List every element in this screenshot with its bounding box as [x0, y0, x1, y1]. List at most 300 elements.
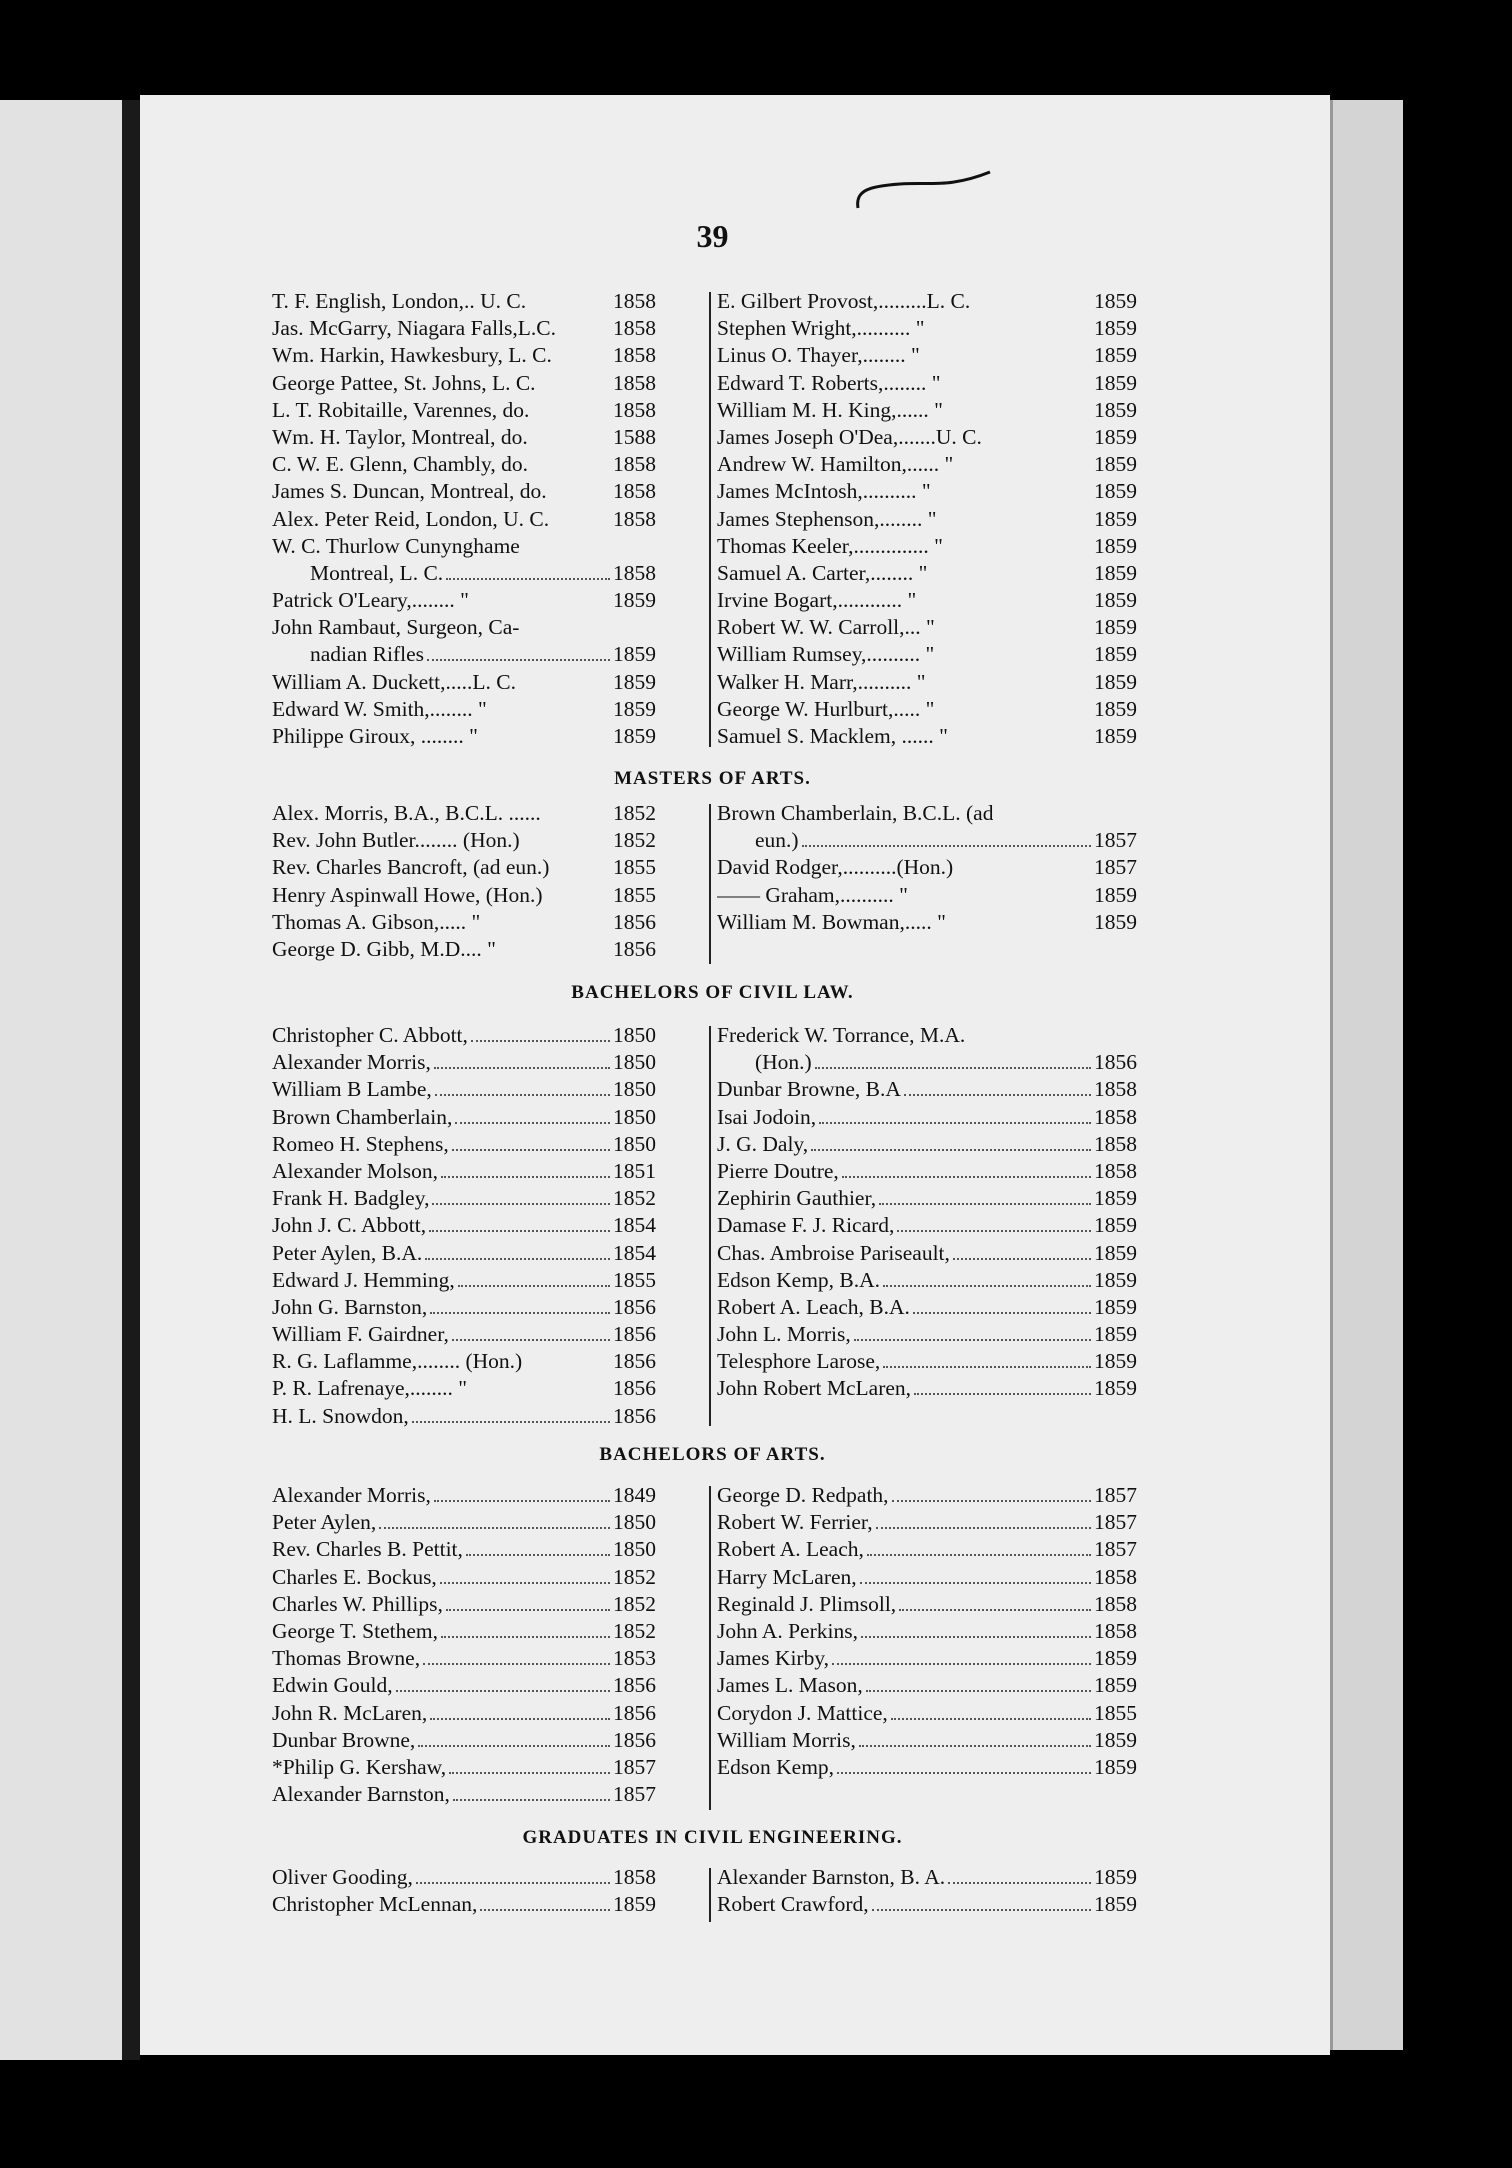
entry-name: Samuel A. Carter,........ ": [717, 560, 928, 585]
entry-year: 1859: [1094, 370, 1137, 395]
page-edge: [1330, 100, 1403, 2050]
entry-row: [717, 315, 1137, 342]
entry-year: 1859: [1094, 479, 1137, 504]
dot-leader: [532, 415, 610, 417]
entry-name: Brown Chamberlain,: [272, 1104, 453, 1129]
entry-row: [717, 288, 1137, 315]
dot-leader: [911, 900, 1091, 902]
dot-leader: [956, 872, 1091, 874]
entry-year: 1859: [1094, 588, 1137, 613]
ce-left-column: [272, 1864, 656, 1918]
entry-year: 1859: [1094, 397, 1137, 422]
dot-leader: [929, 687, 1091, 689]
entry-name: William Morris,: [717, 1727, 856, 1752]
entry-year: 1859: [1094, 909, 1137, 934]
entry-row: [272, 1104, 656, 1131]
entry-name: Harry McLaren,: [717, 1564, 857, 1589]
entry-year: 1859: [613, 588, 656, 613]
entry-name: James S. Duncan, Montreal, do.: [272, 479, 547, 504]
entry-row: [717, 1212, 1137, 1239]
dot-leader: [412, 1421, 610, 1423]
entry-row: [717, 1482, 1137, 1509]
entry-year: 1858: [613, 316, 656, 341]
ba-right-column: [717, 1482, 1137, 1781]
entry-year: 1849: [613, 1483, 656, 1507]
entry-name: Patrick O'Leary,........ ": [272, 588, 469, 613]
dot-leader: [930, 578, 1091, 580]
entry-name: William Rumsey,.......... ": [717, 642, 935, 667]
section-heading-ce: GRADUATES IN CIVIL ENGINEERING.: [522, 1827, 903, 1848]
dot-leader: [429, 1230, 610, 1232]
dot-leader: [919, 605, 1091, 607]
entry-name: John L. Morris,: [717, 1322, 851, 1347]
entry-row: [272, 1754, 656, 1781]
dot-leader: [867, 1554, 1091, 1556]
entry-name: Edward T. Roberts,........ ": [717, 370, 941, 395]
dot-leader: [859, 1745, 1091, 1747]
masters-right-column: [717, 800, 1137, 936]
dot-leader: [427, 659, 610, 661]
dot-leader: [552, 524, 610, 526]
dot-leader: [441, 1176, 610, 1178]
dot-leader: [452, 1339, 610, 1341]
dot-leader: [811, 1149, 1091, 1151]
entry-year: 1858: [1094, 1131, 1137, 1156]
entry-row: [717, 1591, 1137, 1618]
entry-year: 1859: [613, 1892, 656, 1917]
entry-year: 1859: [613, 724, 656, 748]
entry-name: Edson Kemp,: [717, 1754, 835, 1779]
entry-row: [272, 936, 656, 963]
dot-leader: [472, 605, 610, 607]
entry-row: [272, 696, 656, 723]
entry-row: [717, 723, 1137, 750]
entry-year: 1859: [1094, 452, 1137, 477]
dot-leader: [899, 1609, 1091, 1611]
entry-row: [272, 315, 656, 342]
dot-leader: [866, 1690, 1091, 1692]
dot-leader: [531, 442, 610, 444]
entry-name: L. T. Robitaille, Varennes, do.: [272, 397, 530, 422]
entry-name: William A. Duckett,.....L. C.: [272, 669, 516, 694]
entry-year: 1859: [1094, 1865, 1137, 1889]
entry-year: 1859: [1094, 506, 1137, 531]
entry-name: Robert A. Leach, B.A.: [717, 1294, 910, 1319]
entry-name: C. W. E. Glenn, Chambly, do.: [272, 452, 529, 477]
dot-leader: [842, 1176, 1091, 1178]
entry-name: eun.): [755, 828, 799, 853]
dot-leader: [956, 469, 1091, 471]
dot-leader: [425, 1258, 610, 1260]
dot-leader: [396, 1690, 610, 1692]
entry-row: [717, 1267, 1137, 1294]
dot-leader: [519, 687, 610, 689]
entry-row: [272, 370, 656, 397]
entry-row: [717, 1076, 1137, 1103]
entry-row: [717, 1294, 1137, 1321]
entry-year: 1850: [613, 1510, 656, 1535]
entry-name: Rev. Charles B. Pettit,: [272, 1537, 463, 1562]
entry-name: Dunbar Browne, B.A: [717, 1077, 901, 1102]
entry-name: Robert Crawford,: [717, 1892, 869, 1917]
entry-row: [717, 1509, 1137, 1536]
entry-name: Rev. John Butler........ (Hon.): [272, 828, 520, 853]
entry-row: [717, 1375, 1137, 1402]
entry-row: [717, 1131, 1137, 1158]
entry-name: Edson Kemp, B.A.: [717, 1267, 881, 1292]
entry-name: Philippe Giroux, ........ ": [272, 724, 478, 748]
entry-year: 1859: [1094, 1727, 1137, 1752]
entry-year: 1588: [613, 424, 656, 449]
dot-leader: [883, 1366, 1091, 1368]
entry-name: John Robert McLaren,: [717, 1376, 912, 1401]
entry-row: [717, 397, 1137, 424]
entry-row: [717, 696, 1137, 723]
dot-leader: [546, 900, 611, 902]
entry-year: 1856: [613, 1673, 656, 1698]
entry-row: [272, 506, 656, 533]
entry-row: [717, 1672, 1137, 1699]
dot-leader: [861, 1636, 1091, 1638]
dot-leader: [953, 1258, 1091, 1260]
entry-year: 1852: [613, 1564, 656, 1589]
dot-leader: [481, 741, 610, 743]
entry-year: 1854: [613, 1213, 656, 1238]
section-heading-ba: BACHELORS OF ARTS.: [599, 1444, 826, 1465]
entry-row: [717, 533, 1137, 560]
dot-leader: [483, 927, 610, 929]
entry-year: 1857: [1094, 1483, 1137, 1507]
dot-leader: [470, 1393, 610, 1395]
column-divider: [709, 804, 711, 964]
dot-leader: [879, 1203, 1091, 1205]
entry-name: T. F. English, London,.. U. C.: [272, 289, 527, 313]
entry-row: [717, 1564, 1137, 1591]
entry-name: James Joseph O'Dea,.......U. C.: [717, 424, 982, 449]
entry-year: 1858: [1094, 1618, 1137, 1643]
entry-row: [272, 1348, 656, 1375]
entry-year: 1852: [613, 801, 656, 825]
dot-leader: [937, 659, 1091, 661]
entry-year: 1859: [1094, 1240, 1137, 1265]
entry-row: [272, 669, 656, 696]
dot-leader: [923, 360, 1091, 362]
entry-year: 1853: [613, 1646, 656, 1671]
entry-name: Andrew W. Hamilton,...... ": [717, 452, 954, 477]
entry-name: Robert W. W. Carroll,... ": [717, 615, 935, 640]
entry-year: 1852: [613, 1618, 656, 1643]
entry-row: [717, 370, 1137, 397]
entry-year: 1852: [613, 828, 656, 853]
dot-leader: [434, 1067, 610, 1069]
entry-name: Charles W. Phillips,: [272, 1591, 443, 1616]
dot-leader: [379, 1527, 610, 1529]
dot-leader: [985, 442, 1091, 444]
entry-year: 1850: [613, 1104, 656, 1129]
entry-year: 1858: [613, 506, 656, 531]
entry-year: 1856: [613, 1700, 656, 1725]
top-left-column: [272, 288, 656, 750]
dot-leader: [490, 714, 610, 716]
dot-leader: [892, 1500, 1091, 1502]
entry-row: [272, 478, 656, 505]
dot-leader: [914, 1393, 1091, 1395]
entry-row: [272, 424, 656, 451]
entry-name: Stephen Wright,.......... ": [717, 316, 925, 341]
masters-left-column: [272, 800, 656, 963]
entry-row: [272, 397, 656, 424]
entry-name: John A. Perkins,: [717, 1618, 858, 1643]
entry-name: Edward J. Hemming,: [272, 1267, 455, 1292]
entry-name: Chas. Ambroise Pariseault,: [717, 1240, 950, 1265]
entry-year: 1858: [1094, 1564, 1137, 1589]
entry-row: [272, 1158, 656, 1185]
entry-row: [272, 1403, 656, 1430]
entry-year: 1850: [613, 1131, 656, 1156]
entry-row: [272, 1618, 656, 1645]
dot-leader: [453, 1799, 610, 1801]
dot-leader: [522, 632, 653, 634]
entry-name: Alex. Morris, B.A., B.C.L. ......: [272, 801, 541, 825]
dot-leader: [819, 1122, 1091, 1124]
entry-row: [717, 1240, 1137, 1267]
entry-row: [272, 1022, 656, 1049]
entry-year: 1850: [613, 1537, 656, 1562]
entry-row: [272, 800, 656, 827]
entry-year: 1858: [1094, 1104, 1137, 1129]
entry-year: 1859: [613, 696, 656, 721]
dot-leader: [416, 1882, 610, 1884]
dot-leader: [860, 1582, 1091, 1584]
entry-name: George W. Hurlburt,..... ": [717, 696, 935, 721]
entry-name: James L. Mason,: [717, 1673, 863, 1698]
entry-row: [272, 451, 656, 478]
entry-year: 1859: [1094, 1376, 1137, 1401]
entry-year: 1858: [1094, 1077, 1137, 1102]
entry-year: 1859: [1094, 1754, 1137, 1779]
entry-year: 1859: [1094, 882, 1137, 907]
entry-year: 1858: [613, 289, 656, 313]
entry-year: 1858: [613, 397, 656, 422]
entry-year: 1859: [1094, 1294, 1137, 1319]
entry-year: 1858: [613, 452, 656, 477]
dot-leader: [418, 1745, 610, 1747]
entry-row: [717, 587, 1137, 614]
entry-name: P. R. Lafrenaye,........ ": [272, 1376, 468, 1401]
dot-leader: [837, 1772, 1091, 1774]
dot-leader: [944, 388, 1091, 390]
dot-leader: [531, 469, 610, 471]
entry-year: 1859: [1094, 343, 1137, 368]
entry-row: [272, 342, 656, 369]
entry-year: 1852: [613, 1591, 656, 1616]
entry-year: 1856: [613, 1322, 656, 1347]
dot-leader: [430, 1718, 610, 1720]
entry-year: 1856: [613, 1727, 656, 1752]
entry-year: 1859: [1094, 615, 1137, 640]
entry-name: James Stephenson,........ ": [717, 506, 937, 531]
entry-row: [272, 909, 656, 936]
dot-leader: [946, 415, 1091, 417]
entry-name: W. C. Thurlow Cunynghame: [272, 533, 520, 558]
entry-row: [717, 882, 1137, 909]
dot-leader: [480, 1909, 610, 1911]
entry-name: Rev. Charles Bancroft, (ad eun.): [272, 855, 550, 880]
top-right-column: [717, 288, 1137, 750]
entry-year: 1857: [1094, 828, 1137, 853]
entry-row: [272, 1131, 656, 1158]
entry-name: Alexander Barnston, B. A.: [717, 1865, 946, 1889]
entry-year: 1859: [1094, 669, 1137, 694]
dot-leader: [872, 1909, 1091, 1911]
entry-row: [717, 1645, 1137, 1672]
dot-leader: [455, 1122, 610, 1124]
entry-name: John Rambaut, Surgeon, Ca-: [272, 615, 520, 640]
entry-name: Brown Chamberlain, B.C.L. (ad: [717, 801, 994, 825]
entry-row: [272, 1267, 656, 1294]
entry-row: [272, 1700, 656, 1727]
dot-leader: [948, 1882, 1091, 1884]
dot-leader: [555, 360, 610, 362]
entry-row: [717, 1321, 1137, 1348]
entry-row: [272, 533, 656, 560]
entry-row: [717, 1104, 1137, 1131]
entry-row: [717, 1158, 1137, 1185]
entry-row: [272, 1781, 656, 1808]
dot-leader: [435, 1094, 610, 1096]
entry-year: 1858: [1094, 1158, 1137, 1183]
entry-year: 1856: [613, 1294, 656, 1319]
entry-row: [272, 1294, 656, 1321]
entry-year: 1857: [1094, 1510, 1137, 1535]
entry-name: William M. Bowman,..... ": [717, 909, 946, 934]
dot-leader: [934, 496, 1091, 498]
entry-year: 1857: [613, 1782, 656, 1807]
entry-row: [272, 1536, 656, 1563]
dot-leader: [937, 714, 1091, 716]
entry-row: [717, 1348, 1137, 1375]
entry-row: [272, 560, 656, 587]
dot-leader: [552, 872, 610, 874]
entry-year: 1856: [613, 936, 656, 961]
entry-name: Edwin Gould,: [272, 1673, 393, 1698]
dot-leader: [996, 818, 1134, 820]
entry-year: 1858: [1094, 1591, 1137, 1616]
entry-name: Christopher C. Abbott,: [272, 1023, 468, 1047]
dot-leader: [938, 632, 1091, 634]
entry-row: [272, 1375, 656, 1402]
entry-name: (Hon.): [755, 1050, 812, 1075]
entry-row: [272, 1509, 656, 1536]
entry-year: 1855: [613, 1267, 656, 1292]
entry-row: [717, 560, 1137, 587]
entry-row: [272, 614, 656, 641]
entry-year: 1858: [613, 370, 656, 395]
dot-leader: [559, 333, 610, 335]
entry-year: 1859: [1094, 1322, 1137, 1347]
entry-name: Irvine Bogart,............ ": [717, 588, 917, 613]
entry-row: [272, 641, 656, 668]
entry-name: Peter Aylen, B.A.: [272, 1240, 423, 1265]
entry-row: [717, 1049, 1137, 1076]
dot-leader: [446, 1609, 610, 1611]
dot-leader: [550, 496, 610, 498]
dot-leader: [928, 333, 1091, 335]
entry-row: [272, 854, 656, 881]
entry-name: Isai Jodoin,: [717, 1104, 817, 1129]
entry-name: Charles E. Bockus,: [272, 1564, 437, 1589]
page-number: 39: [696, 218, 729, 254]
dot-leader: [815, 1067, 1091, 1069]
dot-leader: [904, 1094, 1091, 1096]
dot-leader: [802, 845, 1091, 847]
entry-year: 1856: [613, 1403, 656, 1428]
entry-year: 1859: [1094, 696, 1137, 721]
entry-row: [272, 1482, 656, 1509]
entry-year: 1859: [613, 669, 656, 694]
entry-name: John G. Barnston,: [272, 1294, 428, 1319]
bcl-left-column: [272, 1022, 656, 1430]
dot-leader: [458, 1285, 610, 1287]
entry-year: 1858: [613, 479, 656, 504]
entry-year: 1855: [613, 855, 656, 880]
entry-name: Peter Aylen,: [272, 1510, 377, 1535]
entry-year: 1850: [613, 1050, 656, 1075]
entry-name: Thomas Keeler,.............. ": [717, 533, 943, 558]
section-heading-masters: MASTERS OF ARTS.: [614, 768, 811, 789]
dot-leader: [523, 551, 653, 553]
entry-name: —— Graham,.......... ": [717, 882, 908, 907]
column-divider: [709, 292, 711, 747]
entry-year: 1852: [613, 1186, 656, 1211]
entry-row: [272, 882, 656, 909]
dot-leader: [466, 1554, 610, 1556]
entry-name: Alex. Peter Reid, London, U. C.: [272, 506, 550, 531]
entry-name: E. Gilbert Provost,.........L. C.: [717, 289, 971, 313]
column-divider: [709, 1486, 711, 1810]
entry-year: 1859: [613, 642, 656, 667]
entry-name: Romeo H. Stephens,: [272, 1131, 449, 1156]
entry-year: 1851: [613, 1158, 656, 1183]
entry-name: David Rodger,..........(Hon.): [717, 855, 954, 880]
entry-row: [272, 1212, 656, 1239]
entry-year: 1856: [1094, 1050, 1137, 1075]
dot-leader: [951, 741, 1091, 743]
entry-row: [717, 854, 1137, 881]
entry-year: 1857: [1094, 1537, 1137, 1562]
entry-row: [272, 1591, 656, 1618]
entry-row: [272, 1891, 656, 1918]
entry-row: [272, 723, 656, 750]
entry-row: [272, 1727, 656, 1754]
dot-leader: [525, 1366, 610, 1368]
dot-leader: [913, 1312, 1091, 1314]
entry-row: [717, 451, 1137, 478]
section-heading-bcl: BACHELORS OF CIVIL LAW.: [571, 982, 854, 1003]
dot-leader: [423, 1663, 610, 1665]
dot-leader: [949, 927, 1091, 929]
book-binding: [122, 100, 140, 2060]
entry-row: [717, 641, 1137, 668]
entry-year: 1850: [613, 1023, 656, 1047]
entry-year: 1859: [1094, 1673, 1137, 1698]
column-divider: [709, 1868, 711, 1922]
entry-name: R. G. Laflamme,........ (Hon.): [272, 1349, 523, 1374]
entry-name: Reginald J. Plimsoll,: [717, 1591, 897, 1616]
entry-year: 1858: [613, 560, 656, 585]
entry-year: 1858: [613, 343, 656, 368]
entry-row: [717, 424, 1137, 451]
